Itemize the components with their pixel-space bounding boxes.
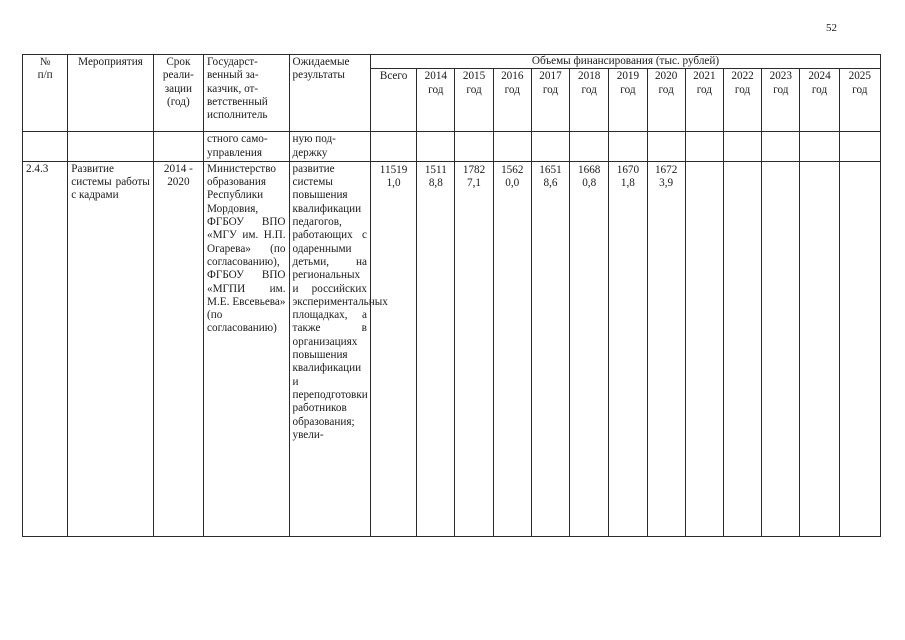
value-2022 bbox=[723, 161, 761, 536]
header-year-2014: 2014 год bbox=[417, 69, 455, 132]
value-2021 bbox=[685, 161, 723, 536]
cell-empty bbox=[23, 132, 68, 162]
cell-empty bbox=[153, 132, 203, 162]
header-results: Ожидаемые результаты bbox=[289, 55, 370, 132]
header-year-2015: 2015 год bbox=[455, 69, 493, 132]
header-year-total: Всего bbox=[370, 69, 416, 132]
cell-empty bbox=[417, 132, 455, 162]
cell-empty bbox=[570, 132, 609, 162]
value-2018: 1668 0,8 bbox=[570, 161, 609, 536]
cell-empty bbox=[455, 132, 493, 162]
value-2017: 1651 8,6 bbox=[531, 161, 569, 536]
cell-empty bbox=[800, 132, 839, 162]
value-2016: 1562 0,0 bbox=[493, 161, 531, 536]
header-year-2025: 2025 год bbox=[839, 69, 880, 132]
cell-empty bbox=[68, 132, 153, 162]
page-number: 52 bbox=[826, 22, 837, 34]
value-2023 bbox=[762, 161, 800, 536]
cell-empty bbox=[647, 132, 685, 162]
value-2014: 1511 8,8 bbox=[417, 161, 455, 536]
value-2020: 1672 3,9 bbox=[647, 161, 685, 536]
header-year-2022: 2022 год bbox=[723, 69, 761, 132]
table-row bbox=[23, 132, 881, 162]
row-measure: Развитие системы работы с кадрами bbox=[68, 161, 153, 536]
header-customer: Государст- венный за- казчик, от- ветственный исполнитель bbox=[204, 55, 289, 132]
cell-empty bbox=[531, 132, 569, 162]
header-year-2020: 2020 год bbox=[647, 69, 685, 132]
header-year-2019: 2019 год bbox=[609, 69, 647, 132]
header-year-2018: 2018 год bbox=[570, 69, 609, 132]
header-year-2021: 2021 год bbox=[685, 69, 723, 132]
value-2019: 1670 1,8 bbox=[609, 161, 647, 536]
cell-empty bbox=[609, 132, 647, 162]
value-2024 bbox=[800, 161, 839, 536]
cell-empty bbox=[762, 132, 800, 162]
header-year-2016: 2016 год bbox=[493, 69, 531, 132]
cell-empty bbox=[370, 132, 416, 162]
cell-empty bbox=[493, 132, 531, 162]
header-year-2023: 2023 год bbox=[762, 69, 800, 132]
continuation-results: ную под- держку bbox=[289, 132, 370, 162]
header-financing-title: Объемы финансирования (тыс. рублей) bbox=[370, 55, 880, 69]
row-results: развитие системы повышения квалификации педагогов, работающих с одаренными детьми, на региональных и российских экспериментальных площадках, а также в организациях повышения квалификации и переподготовки работников образования; увели- bbox=[289, 161, 370, 536]
financing-table bbox=[22, 54, 881, 537]
row-term: 2014 - 2020 bbox=[153, 161, 203, 536]
header-year-2024: 2024 год bbox=[800, 69, 839, 132]
value-2015: 1782 7,1 bbox=[455, 161, 493, 536]
cell-empty bbox=[839, 132, 880, 162]
cell-empty bbox=[685, 132, 723, 162]
continuation-customer: стного само- управления bbox=[204, 132, 289, 162]
value-2025 bbox=[839, 161, 880, 536]
header-term: Срок реали- зации (год) bbox=[153, 55, 203, 132]
table-row bbox=[23, 161, 881, 536]
value-total: 11519 1,0 bbox=[370, 161, 416, 536]
row-number: 2.4.3 bbox=[23, 161, 68, 536]
row-customer: Министерство образования Республики Мордовия, ФГБОУ ВПО «МГУ им. Н.П. Огарева» (по согласованию), ФГБОУ ВПО «МГПИ им. М.Е. Евсевьева» (по согласованию) bbox=[204, 161, 289, 536]
header-measures: Мероприятия bbox=[68, 55, 153, 132]
header-no: № п/п bbox=[23, 55, 68, 132]
cell-empty bbox=[723, 132, 761, 162]
header-year-2017: 2017 год bbox=[531, 69, 569, 132]
